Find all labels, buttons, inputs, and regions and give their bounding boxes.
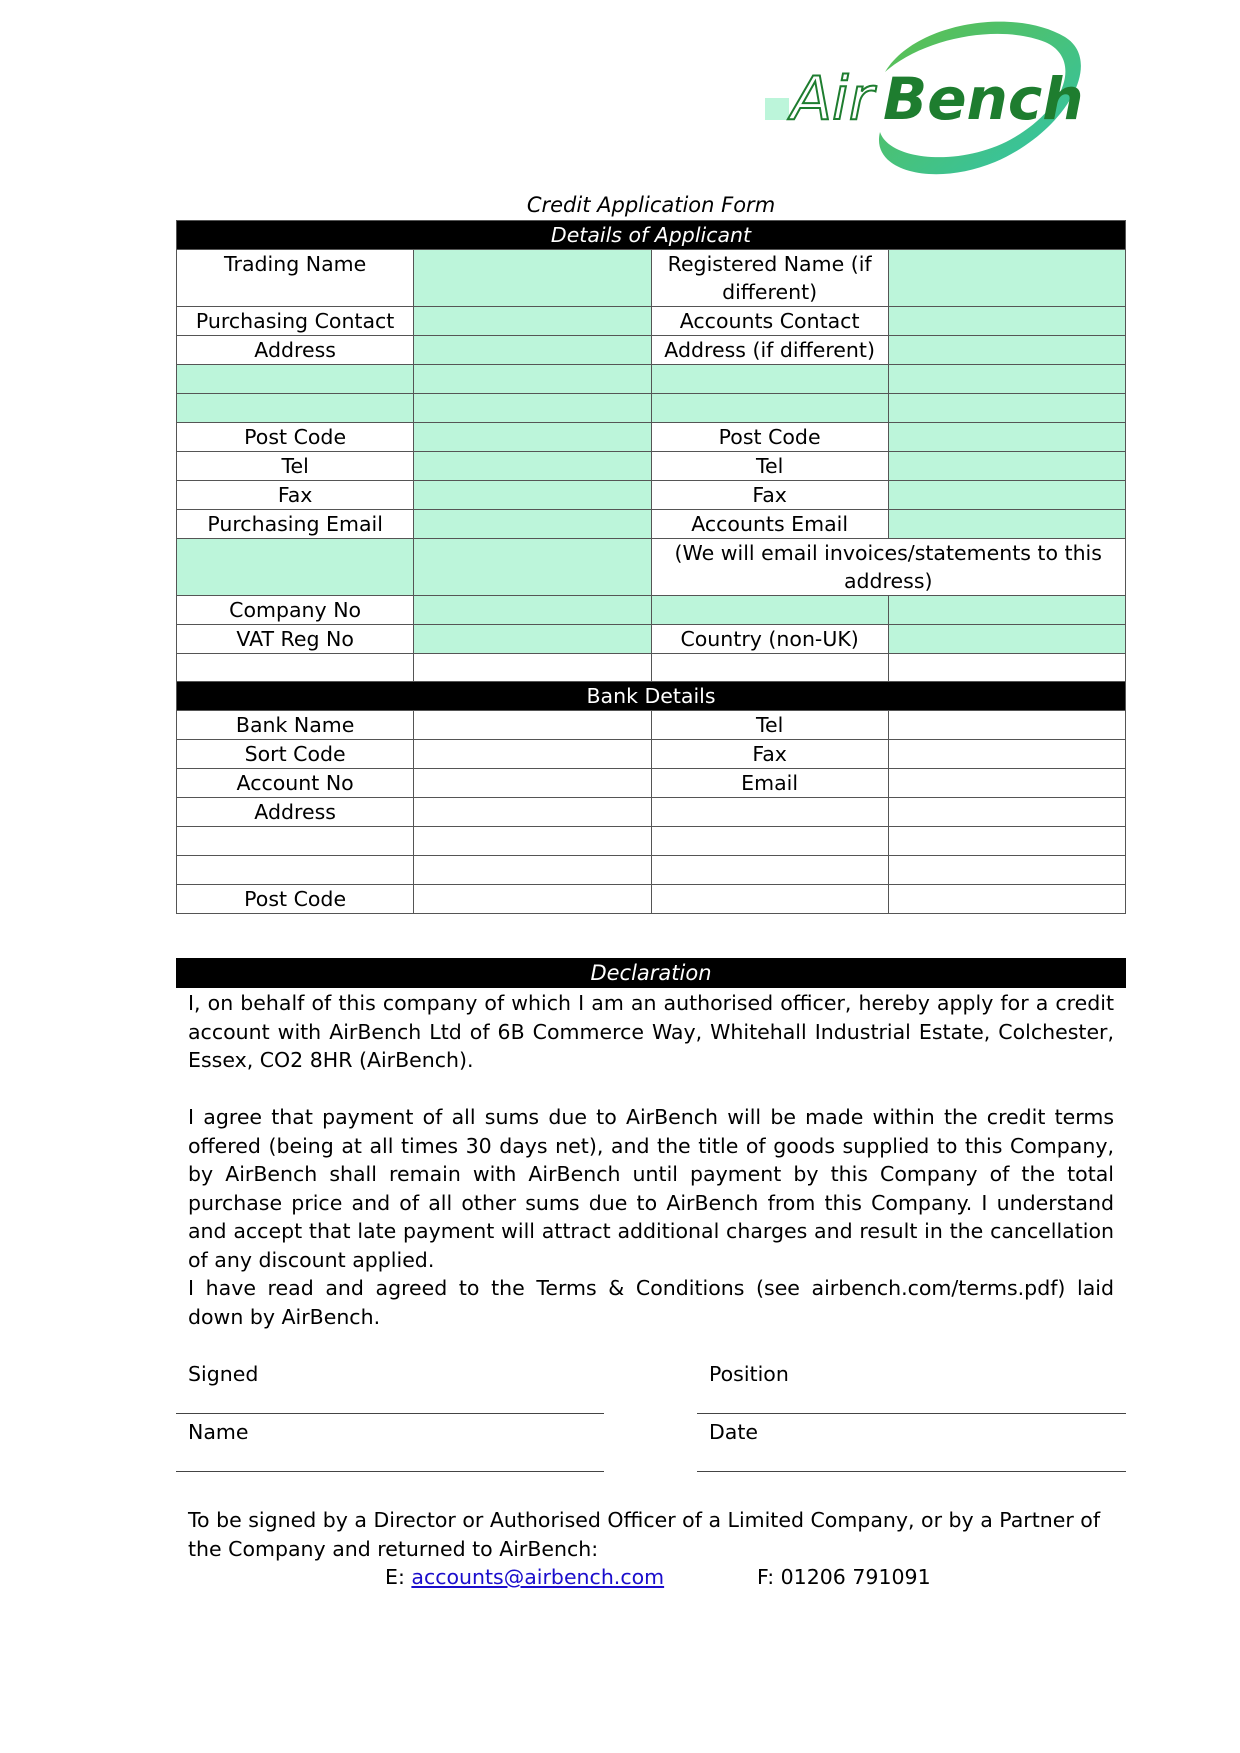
company-no-extra-b[interactable] <box>888 596 1125 625</box>
bank-post-code-extra-a[interactable] <box>651 885 888 914</box>
bank-address-line2-b[interactable] <box>414 827 651 856</box>
purchasing-email-extra-a[interactable] <box>177 539 414 596</box>
position-label: Position <box>709 1362 789 1386</box>
bank-name-label: Bank Name <box>177 711 414 740</box>
accounts-contact-field[interactable] <box>888 307 1125 336</box>
fax-contact: F: 01206 791091 <box>757 1565 931 1589</box>
fax-field[interactable] <box>414 481 651 510</box>
accounts-contact-label: Accounts Contact <box>651 307 888 336</box>
company-no-label: Company No <box>177 596 414 625</box>
bank-address-line2-c[interactable] <box>651 827 888 856</box>
logo-bench: Bench <box>883 65 1084 133</box>
bank-fax-field[interactable] <box>888 740 1125 769</box>
email-contact <box>385 1563 664 1591</box>
blank-cell <box>651 654 888 683</box>
post-code-label: Post Code <box>177 423 414 452</box>
position-line[interactable] <box>697 1413 1126 1414</box>
bank-tel-field[interactable] <box>888 711 1125 740</box>
alt-fax-field[interactable] <box>888 481 1125 510</box>
signed-line[interactable] <box>176 1413 604 1414</box>
alt-tel-label: Tel <box>651 452 888 481</box>
bank-address-line2-d[interactable] <box>888 827 1125 856</box>
bank-post-code-extra-b[interactable] <box>888 885 1125 914</box>
company-no-extra-a[interactable] <box>651 596 888 625</box>
purchasing-email-field[interactable] <box>414 510 651 539</box>
vat-reg-no-label: VAT Reg No <box>177 625 414 654</box>
alt-tel-field[interactable] <box>888 452 1125 481</box>
bank-tel-label: Tel <box>651 711 888 740</box>
vat-reg-no-field[interactable] <box>414 625 651 654</box>
bank-address-line3-b[interactable] <box>414 856 651 885</box>
bank-address-line2-a[interactable] <box>177 827 414 856</box>
tel-label: Tel <box>177 452 414 481</box>
alt-address-line1-field[interactable] <box>888 336 1125 365</box>
bank-email-field[interactable] <box>888 769 1125 798</box>
bank-address-line3-c[interactable] <box>651 856 888 885</box>
accounts-email-field[interactable] <box>888 510 1125 539</box>
alt-post-code-field[interactable] <box>888 423 1125 452</box>
bank-address-line3-a[interactable] <box>177 856 414 885</box>
purchasing-contact-field[interactable] <box>414 307 651 336</box>
logo-air: Air <box>791 64 874 134</box>
bank-address-field-2[interactable] <box>651 798 888 827</box>
airbench-logo <box>765 12 1095 182</box>
blank-cell <box>177 654 414 683</box>
company-no-field[interactable] <box>414 596 651 625</box>
account-no-field[interactable] <box>414 769 651 798</box>
tel-field[interactable] <box>414 452 651 481</box>
sort-code-label: Sort Code <box>177 740 414 769</box>
bank-table <box>176 681 1126 914</box>
logo-square <box>765 98 789 120</box>
date-label: Date <box>709 1420 758 1444</box>
declaration-paragraph-1: I, on behalf of this company of which I am an authorised officer, hereby apply for a credit account with AirBench Ltd of 6B Commerce Way, Whitehall Industrial Estate, Colchester, Essex, CO2 8HR (AirBench). <box>188 991 1114 1072</box>
purchasing-email-label: Purchasing Email <box>177 510 414 539</box>
email-note: (We will email invoices/statements to this address) <box>651 539 1126 596</box>
alt-fax-label: Fax <box>651 481 888 510</box>
bank-fax-label: Fax <box>651 740 888 769</box>
registered-name-label: Registered Name (if different) <box>651 250 888 307</box>
name-line[interactable] <box>176 1471 604 1472</box>
address-line3-field-a[interactable] <box>177 394 414 423</box>
address-line1-field[interactable] <box>414 336 651 365</box>
purchasing-email-extra-b[interactable] <box>414 539 651 596</box>
blank-cell <box>888 654 1125 683</box>
trading-name-label: Trading Name <box>177 250 414 307</box>
email-prefix: E: <box>385 1565 412 1589</box>
blank-cell <box>414 654 651 683</box>
address-line3-field-b[interactable] <box>414 394 651 423</box>
address-if-different-label: Address (if different) <box>651 336 888 365</box>
signing-instruction: To be signed by a Director or Authorised Officer of a Limited Company, or by a Partner of the Company and returned to AirBench: <box>188 1508 1101 1561</box>
bank-address-field-3[interactable] <box>888 798 1125 827</box>
bank-post-code-label: Post Code <box>177 885 414 914</box>
alt-address-line2-field-a[interactable] <box>651 365 888 394</box>
trading-name-field[interactable] <box>414 250 651 307</box>
alt-post-code-label: Post Code <box>651 423 888 452</box>
address-line2-field-b[interactable] <box>414 365 651 394</box>
applicant-header: Details of Applicant <box>177 221 1126 250</box>
address-label: Address <box>177 336 414 365</box>
bank-address-field-1[interactable] <box>414 798 651 827</box>
post-code-field[interactable] <box>414 423 651 452</box>
bank-address-label: Address <box>177 798 414 827</box>
bank-address-line3-d[interactable] <box>888 856 1125 885</box>
signed-label: Signed <box>188 1362 259 1386</box>
registered-name-field[interactable] <box>888 250 1125 307</box>
alt-address-line3-field-a[interactable] <box>651 394 888 423</box>
purchasing-contact-label: Purchasing Contact <box>177 307 414 336</box>
name-label: Name <box>188 1420 249 1444</box>
country-label: Country (non-UK) <box>651 625 888 654</box>
accounts-email-label: Accounts Email <box>651 510 888 539</box>
bank-name-field[interactable] <box>414 711 651 740</box>
applicant-table <box>176 220 1126 683</box>
email-link[interactable]: accounts@airbench.com <box>411 1565 665 1589</box>
sort-code-field[interactable] <box>414 740 651 769</box>
account-no-label: Account No <box>177 769 414 798</box>
declaration-paragraph-2: I agree that payment of all sums due to AirBench will be made within the credit terms offered (being at all times 30 days net), and the title of goods supplied to this Company, by AirBench shall remain with AirBench until payment by this Company of the total purchase price and of all other sums due to AirBench from this Company. I understand and accept that late payment will attract additional charges and result in the cancellation of any discount applied. <box>188 1105 1114 1272</box>
declaration-paragraph-3: I have read and agreed to the Terms & Conditions (see airbench.com/terms.pdf) laid down by AirBench. <box>188 1276 1114 1329</box>
country-field[interactable] <box>888 625 1125 654</box>
bank-header: Bank Details <box>177 682 1126 711</box>
date-line[interactable] <box>697 1471 1126 1472</box>
bank-email-label: Email <box>651 769 888 798</box>
declaration-header: Declaration <box>176 958 1126 988</box>
page-title: Credit Application Form <box>526 193 776 217</box>
address-line2-field-a[interactable] <box>177 365 414 394</box>
alt-address-line2-field-b[interactable] <box>888 365 1125 394</box>
alt-address-line3-field-b[interactable] <box>888 394 1125 423</box>
bank-post-code-field[interactable] <box>414 885 651 914</box>
fax-label: Fax <box>177 481 414 510</box>
